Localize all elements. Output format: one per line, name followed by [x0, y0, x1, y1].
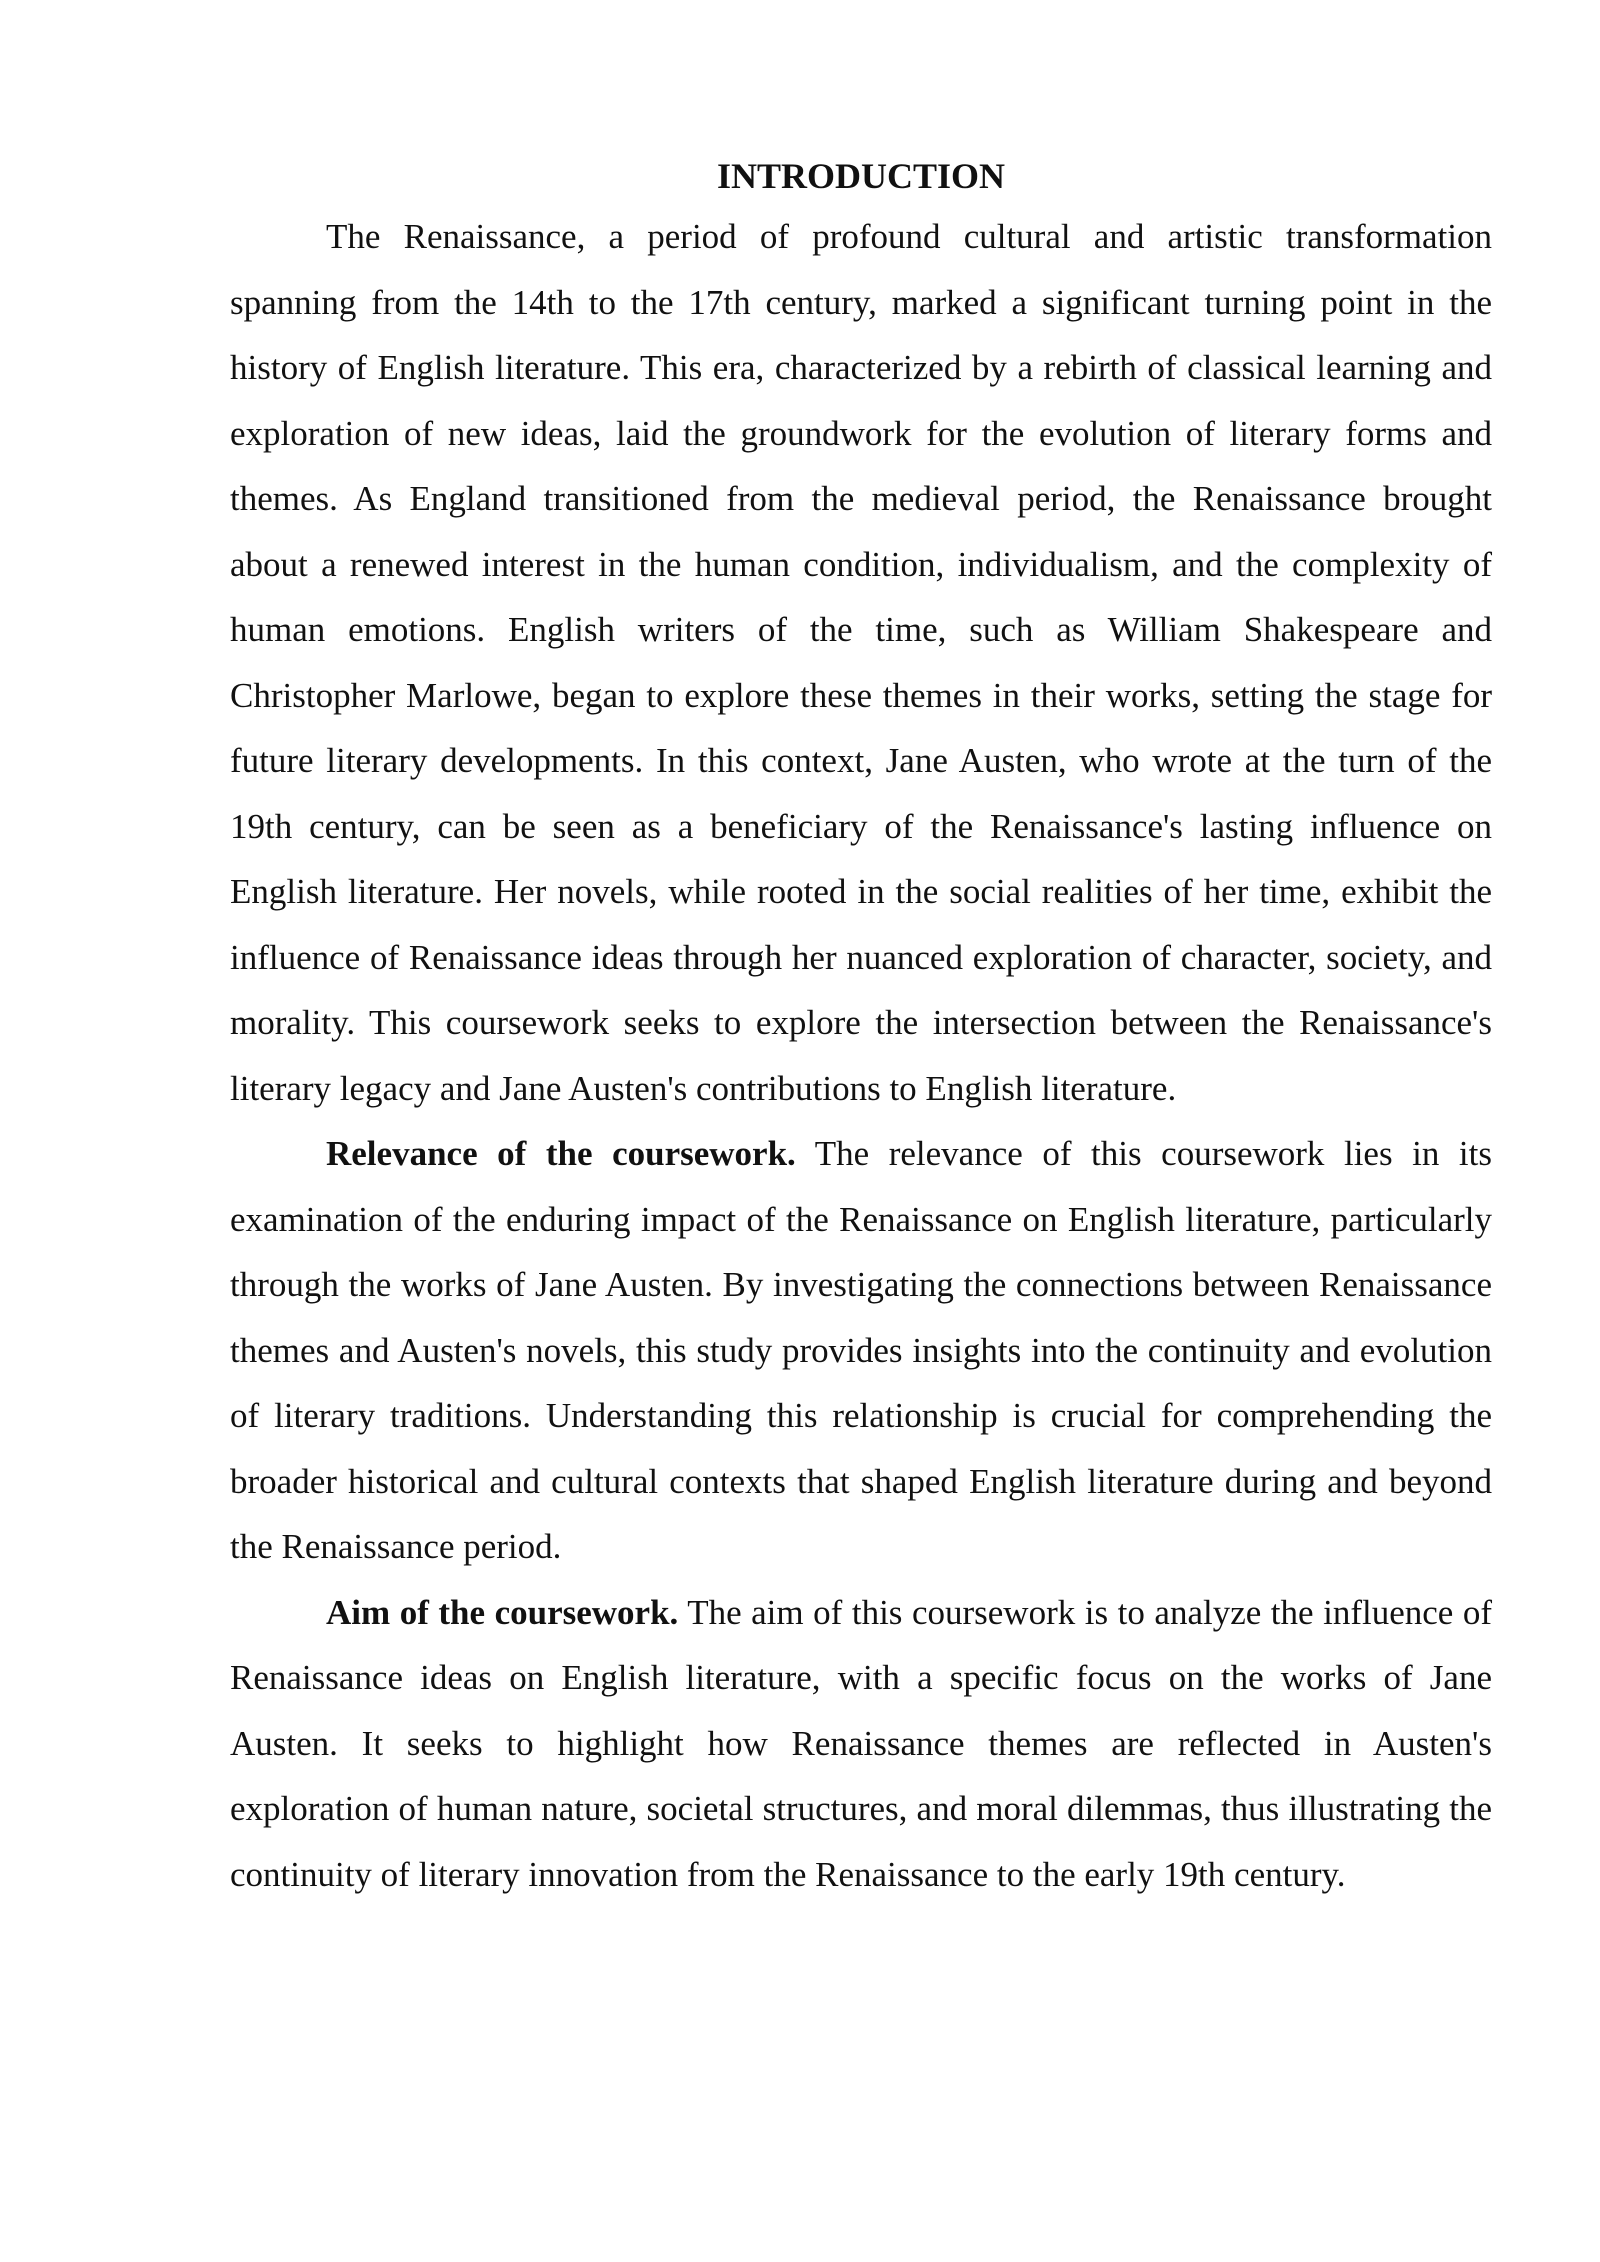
document-body [230, 148, 1492, 1907]
paragraph-text: The aim of this coursework is to analyze the influence of Renaissance ideas on English literature, with a specific focus on the works of Jane Austen. It seeks to highlight how Renaissance themes are reflected in Austen's exploration of human nature, societal structures, and moral dilemmas, thus illustrating the continuity of literary innovation from the Renaissance to the early 19th century. [230, 1592, 1492, 1894]
section-heading: INTRODUCTION [716, 156, 1006, 196]
paragraph-aim [230, 1580, 1492, 1908]
paragraph-text: The relevance of this coursework lies in its examination of the enduring impact of the Renaissance on English literature, particularly through the works of Jane Austen. By investigating the connections between Renaissance themes and Austen's novels, this study provides insights into the continuity and evolution of literary traditions. Understanding this relationship is crucial for comprehending the broader historical and cultural contexts that shaped English literature during and beyond the Renaissance period. [230, 1134, 1492, 1566]
paragraph-lead: Relevance of the coursework. [326, 1134, 796, 1173]
paragraph-text: The Renaissance, a period of profound cultural and artistic transformation spanning from the 14th to the 17th century, marked a significant turning point in the history of English literature. This era, characterized by a rebirth of classical learning and exploration of new ideas, laid the groundwork for the evolution of literary forms and themes. As England transitioned from the medieval period, the Renaissance brought about a renewed interest in the human condition, individualism, and the complexity of human emotions. English writers of the time, such as William Shakespeare and Christopher Marlowe, began to explore these themes in their works, setting the stage for future literary developments. In this context, Jane Austen, who wrote at the turn of the 19th century, can be seen as a beneficiary of the Renaissance's lasting influence on English literature. Her novels, while rooted in the social realities of her time, exhibit the influence of Renaissance ideas through her nuanced exploration of character, society, and morality. This coursework seeks to explore the intersection between the Renaissance's literary legacy and Jane Austen's contributions to English literature. [230, 217, 1492, 1108]
paragraph-lead: Aim of the coursework. [326, 1592, 679, 1632]
paragraph-relevance [230, 1121, 1492, 1580]
paragraph-intro [230, 204, 1492, 1121]
